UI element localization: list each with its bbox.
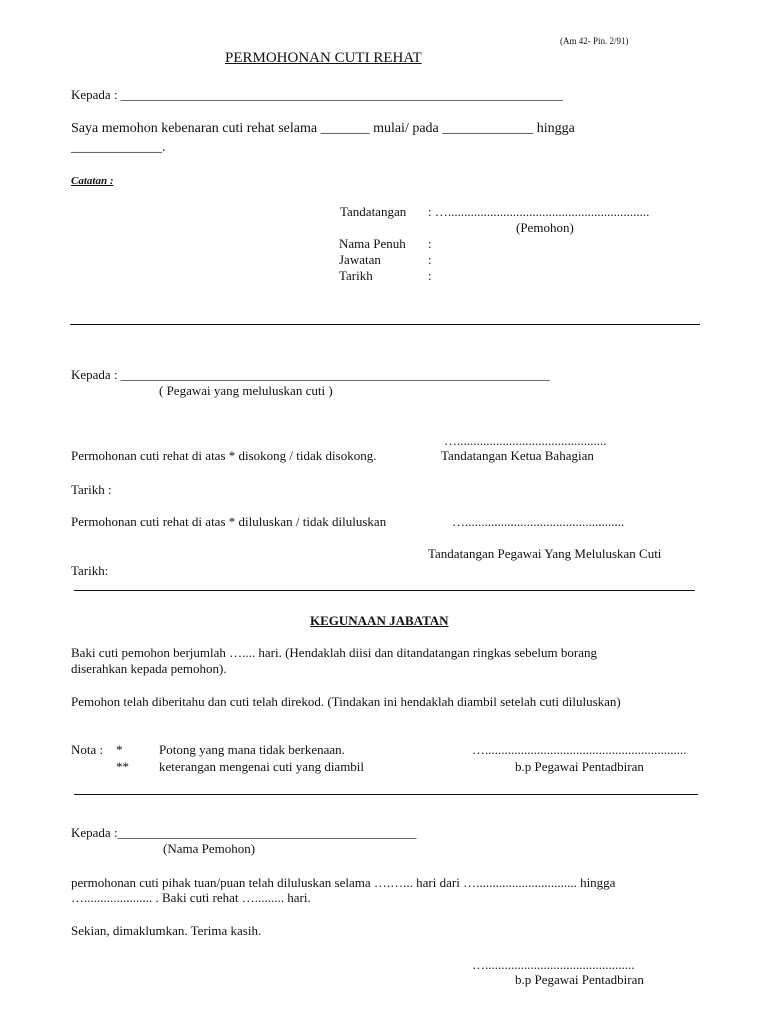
nama-penuh-colon: : bbox=[428, 236, 432, 251]
pentadbiran-sign-dots-1: ….............................................................. bbox=[472, 742, 687, 757]
tandatangan-dots: : ….............................................................. bbox=[428, 204, 650, 219]
pegawai-sign-dots: …................................................. bbox=[452, 514, 625, 529]
nota-star-2: ** bbox=[116, 759, 129, 774]
approval-kepada-line: Kepada : __________________________________________________________________ bbox=[71, 367, 550, 382]
section-divider-3 bbox=[74, 794, 698, 795]
baki-line-1: Baki cuti pemohon berjumlah ….... hari. (Hendaklah diisi dan ditandatangan ringkas sebelum borang bbox=[71, 645, 598, 660]
tarikh-support: Tarikh : bbox=[71, 482, 112, 497]
kepada-line: Kepada : ____________________________________________________________________ bbox=[71, 87, 563, 102]
apply-line-2: _____________. bbox=[71, 140, 166, 155]
pentadbiran-sign-dots-2: ….............................................. bbox=[472, 957, 635, 972]
nama-penuh-label: Nama Penuh bbox=[339, 236, 406, 251]
baki-line-2: diserahkan kepada pemohon). bbox=[71, 661, 227, 676]
catatan-label: Catatan : bbox=[71, 175, 114, 187]
tarikh-colon: : bbox=[428, 268, 432, 283]
reply-line-1: permohonan cuti pihak tuan/puan telah diluluskan selama ….…... hari dari …............................... hingga bbox=[71, 875, 616, 890]
jawatan-colon: : bbox=[428, 252, 432, 267]
form-title: PERMOHONAN CUTI REHAT bbox=[225, 50, 422, 66]
approve-statement: Permohonan cuti rehat di atas * diluluskan / tidak diluluskan bbox=[71, 514, 387, 529]
ketua-sign-dots: ….............................................. bbox=[444, 433, 607, 448]
nota-text-2: keterangan mengenai cuti yang diambil bbox=[159, 759, 365, 774]
ketua-bahagian-signature-label: Tandatangan Ketua Bahagian bbox=[441, 448, 594, 463]
support-statement: Permohonan cuti rehat di atas * disokong / tidak disokong. bbox=[71, 448, 377, 463]
reply-kepada-line: Kepada :______________________________________________ bbox=[71, 825, 417, 840]
tarikh-label: Tarikh bbox=[339, 268, 373, 283]
bp-pegawai-pentadbiran-1: b.p Pegawai Pentadbiran bbox=[515, 759, 644, 774]
tandatangan-label: Tandatangan bbox=[340, 204, 407, 219]
kegunaan-jabatan-heading: KEGUNAAN JABATAN bbox=[310, 613, 449, 628]
tarikh-approve: Tarikh: bbox=[71, 563, 109, 578]
apply-line-1: Saya memohon kebenaran cuti rehat selama _______ mulai/ pada _____________ hingga bbox=[71, 121, 575, 136]
nota-text-1: Potong yang mana tidak berkenaan. bbox=[159, 742, 345, 757]
pegawai-meluluskan-signature-label: Tandatangan Pegawai Yang Meluluskan Cuti bbox=[428, 546, 662, 561]
reply-line-2: …..................... . Baki cuti rehat …......... hari. bbox=[71, 890, 311, 905]
section-divider-1 bbox=[70, 324, 700, 325]
pemohon-label: (Pemohon) bbox=[516, 220, 574, 235]
pegawai-note: ( Pegawai yang meluluskan cuti ) bbox=[159, 383, 333, 398]
direkod-statement: Pemohon telah diberitahu dan cuti telah direkod. (Tindakan ini hendaklah diambil setelah cuti diluluskan) bbox=[71, 694, 621, 709]
section-divider-2 bbox=[74, 590, 695, 591]
form-reference-code: (Am 42- Pin. 2/91) bbox=[560, 36, 629, 46]
nota-star-1: * bbox=[116, 742, 123, 757]
nama-pemohon-note: (Nama Pemohon) bbox=[163, 841, 256, 856]
closing-text: Sekian, dimaklumkan. Terima kasih. bbox=[71, 923, 262, 938]
bp-pegawai-pentadbiran-2: b.p Pegawai Pentadbiran bbox=[515, 972, 644, 987]
nota-label: Nota : bbox=[71, 742, 104, 757]
jawatan-label: Jawatan bbox=[339, 252, 381, 267]
